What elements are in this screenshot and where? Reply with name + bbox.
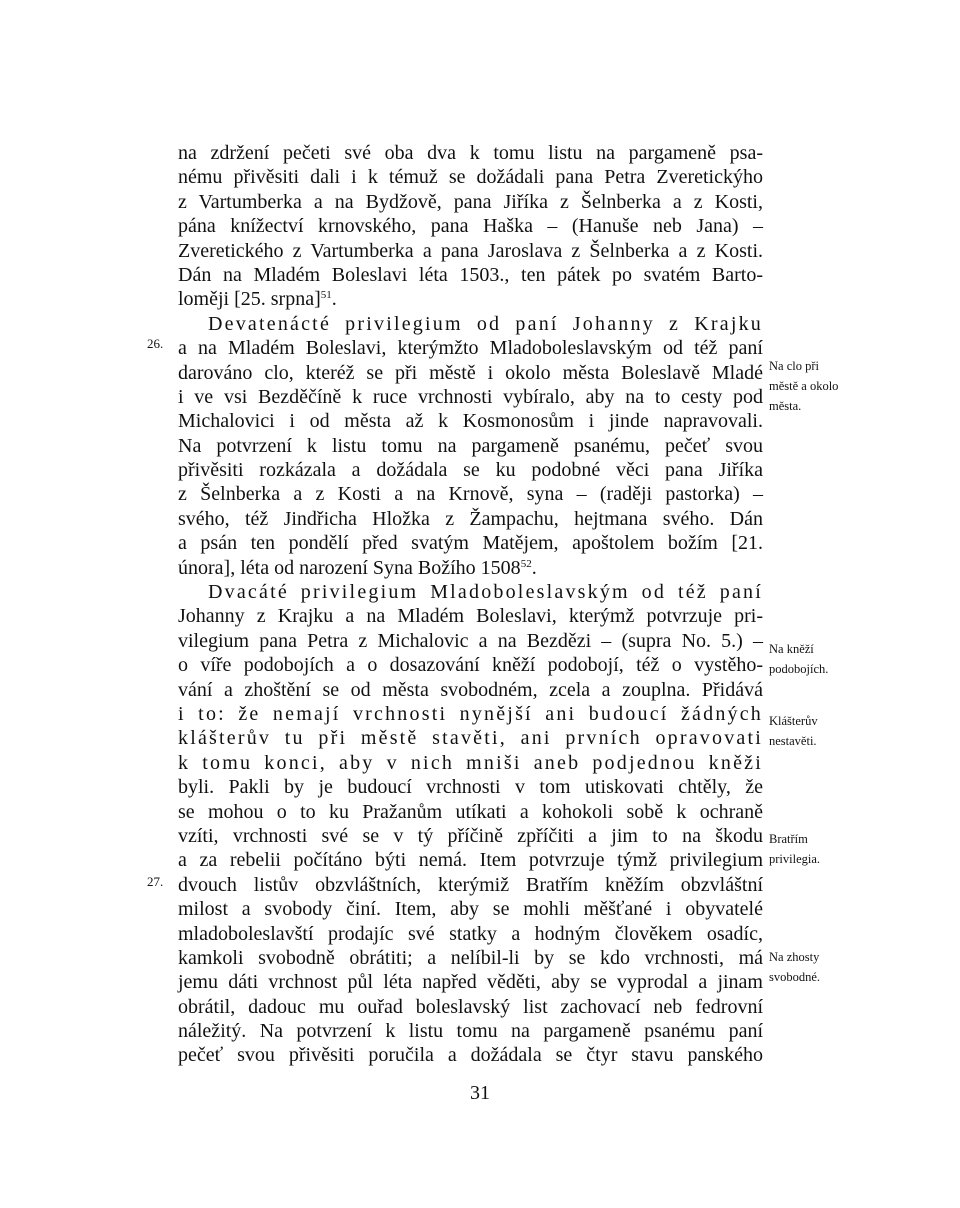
spaced-text-line: klášterův tu při městě stavěti, ani prvních opravovati — [178, 727, 763, 750]
margin-note-line: Na zhosty — [769, 950, 820, 964]
text-line: se mohou o to ku Pražanům utíkati a kohokoli sobě k ochraně — [178, 800, 763, 823]
section-heading-line: Dvacáté privilegium Mladoboleslavským od též paní — [208, 581, 763, 604]
margin-note-line: podobojích. — [769, 662, 829, 676]
text-line: vzíti, vrchnosti své se v tý příčině zpříčiti a jim to na škodu — [178, 824, 763, 847]
footnote-mark: 52 — [520, 557, 532, 570]
text-fragment: února], léta od narození Syna Božího 1508 — [178, 556, 521, 579]
margin-note-line: privilegia. — [769, 852, 821, 866]
text-line: mladoboleslavští prodajíc své statky a hodným člověkem osadíc, — [178, 922, 763, 945]
text-line: náležitý. Na potvrzení k listu tomu na pargameně psanému paní — [178, 1020, 763, 1043]
text-fragment: . — [331, 288, 337, 311]
text-line: darováno clo, kteréž se při městě i okolo města Boleslavě Mladé — [178, 361, 763, 384]
text-line: Johanny z Krajku a na Mladém Boleslavi, kterýmž potvrzuje pri- — [178, 605, 763, 628]
text-line: vilegium pana Petra z Michalovic a na Bezdězi – (supra No. 5.) – — [178, 629, 763, 652]
text-fragment: loměji [25. srpna] — [178, 288, 321, 311]
margin-note — [769, 356, 869, 416]
text-line: dvouch listův obzvláštních, kterýmiž Bratřím kněžím obzvláštní — [178, 873, 763, 896]
paragraph-number: 27. — [147, 874, 164, 889]
text-line: pečeť svou přivěsiti poručila a dožádala se čtyr stavu panského — [178, 1044, 763, 1067]
text-line: Zveretického z Vartumberka a pana Jaroslava z Šelnberka a z Kosti. — [178, 239, 763, 262]
margin-note-line: nestavěti. — [769, 734, 817, 748]
footnote-mark: 51 — [320, 289, 332, 302]
text-line: Na potvrzení k listu tomu na pargameně psanému, pečeť svou — [178, 434, 763, 457]
text-line: jemu dáti vrchnost půl léta napřed věděti, aby se vyprodal a jinam — [178, 971, 763, 994]
text-line: z Šelnberka a z Kosti a na Krnově, syna – (raději pastorka) – — [178, 483, 763, 506]
margin-note-line: městě a okolo — [769, 379, 839, 393]
text-line-with-footnote — [178, 287, 763, 311]
text-line: o víře podobojích a o dosazování kněží podobojí, též o vystěho- — [178, 654, 763, 677]
margin-note — [769, 711, 869, 751]
section-heading-line: Devatenácté privilegium od paní Johanny z Krajku — [208, 312, 763, 335]
margin-note — [769, 947, 869, 987]
margin-note — [769, 639, 869, 679]
margin-note-line: svobodné. — [769, 970, 821, 984]
margin-note — [769, 829, 869, 869]
margin-note-line: Na kněží — [769, 642, 814, 656]
text-line: milost a svobody činí. Item, aby se mohli měšťané i obyvatelé — [178, 898, 763, 921]
text-line: svého, též Jindřicha Hložka z Žampachu, hejtmana svého. Dán — [178, 507, 763, 530]
body-text — [178, 141, 763, 1068]
margin-note-line: Klášterův — [769, 714, 818, 728]
paragraph-number: 26. — [147, 336, 164, 351]
text-line: Dán na Mladém Boleslavi léta 1503., ten pátek po svatém Barto- — [178, 263, 763, 286]
text-line: z Vartumberka a na Bydžově, pana Jiříka z Šelnberka a z Kosti, — [178, 190, 763, 213]
text-line: vání a zhoštění se od města svobodném, zcela a zouplna. Přidává — [178, 678, 763, 701]
spaced-text-line: k tomu konci, aby v nich mniši aneb podjednou kněži — [178, 751, 763, 774]
text-line: přivěsiti rozkázala a dožádala se ku podobné věci pana Jiříka — [178, 459, 763, 482]
text-line: a za rebelii počítáno býti nemá. Item potvrzuje týmž privilegium — [178, 849, 763, 872]
text-line: kamkoli svobodně obrátiti; a nelíbil-li by se kdo vrchnosti, má — [178, 946, 763, 969]
text-line: nému přivěsiti dali i k témuž se dožádali pana Petra Zveretickýho — [178, 166, 763, 189]
text-line: obrátil, dadouc mu ouřad boleslavský list zachovací neb fedrovní — [178, 995, 763, 1018]
text-fragment: . — [531, 556, 537, 579]
text-line: byli. Pakli by je budoucí vrchnosti v tom utiskovati chtěly, že — [178, 776, 763, 799]
margin-note-line: Na clo při — [769, 359, 819, 373]
margin-note-line: města. — [769, 399, 802, 413]
text-line: pána knížectví krnovského, pana Haška – (Hanuše neb Jana) – — [178, 215, 763, 238]
text-line: a psán ten pondělí před svatým Matějem, apoštolem božím [21. — [178, 532, 763, 555]
page-number: 31 — [470, 1082, 490, 1104]
text-line: Michalovici i od města až k Kosmonosům i jinde napravovali. — [178, 410, 763, 433]
text-line: a na Mladém Boleslavi, kterýmžto Mladoboleslavským od též paní — [178, 337, 763, 360]
text-line-with-footnote — [178, 556, 763, 580]
margin-note-line: Bratřím — [769, 832, 808, 846]
spaced-text-line: i to: že nemají vrchnosti nynější ani budoucí žádných — [178, 702, 763, 725]
text-line: na zdržení pečeti své oba dva k tomu listu na pargameně psa- — [178, 142, 763, 164]
text-line: i ve vsi Bezděčíně k ruce vrchnosti vybíralo, aby na to cesty pod — [178, 385, 763, 408]
